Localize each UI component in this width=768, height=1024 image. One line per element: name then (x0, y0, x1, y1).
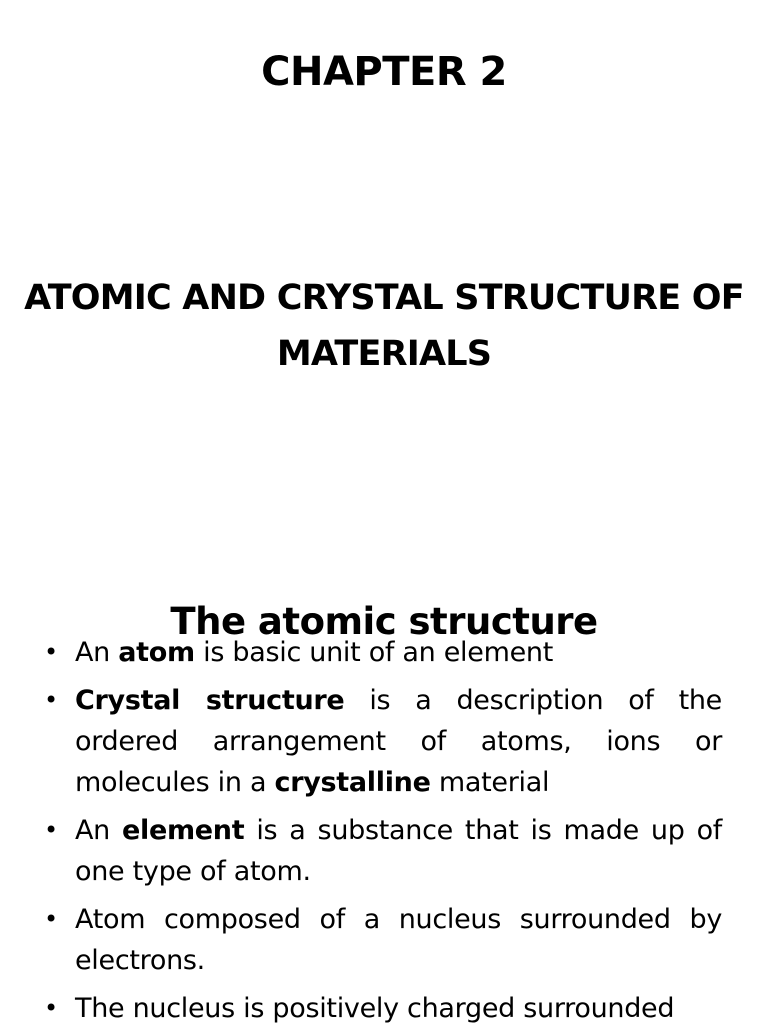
bullet-text: The nucleus is positively charged surrounded (75, 993, 675, 1024)
main-title: ATOMIC AND CRYSTAL STRUCTURE OF MATERIALS (24, 278, 744, 374)
bullet-text: An (75, 637, 119, 668)
bold-term-element: element (121, 815, 245, 846)
bullet-item-nucleus-electrons (44, 899, 722, 981)
bold-term-crystalline: crystalline (274, 767, 431, 798)
chapter-title: CHAPTER 2 (261, 49, 507, 95)
bullet-text: is a description of the ordered arrangement of atoms, ions or molecules in a (75, 685, 722, 798)
bullet-text: Atom composed of a nucleus surrounded by electrons. (75, 904, 722, 976)
bullet-text: material (430, 767, 550, 798)
section-title: The atomic structure (170, 600, 598, 643)
bold-term-atom: atom (118, 637, 195, 668)
bullet-list (44, 632, 722, 1024)
bullet-text: is basic unit of an element (194, 637, 553, 668)
bullet-item-element (44, 810, 722, 892)
bullet-item-nucleus-charge (44, 988, 722, 1024)
bullet-item-crystal-structure (44, 680, 722, 803)
bullet-text: An (75, 815, 122, 846)
bullet-item-atom (44, 632, 722, 673)
bullet-text: is a substance that is made up of one type of atom. (75, 815, 722, 887)
bold-term-crystal-structure: Crystal structure (75, 685, 345, 716)
